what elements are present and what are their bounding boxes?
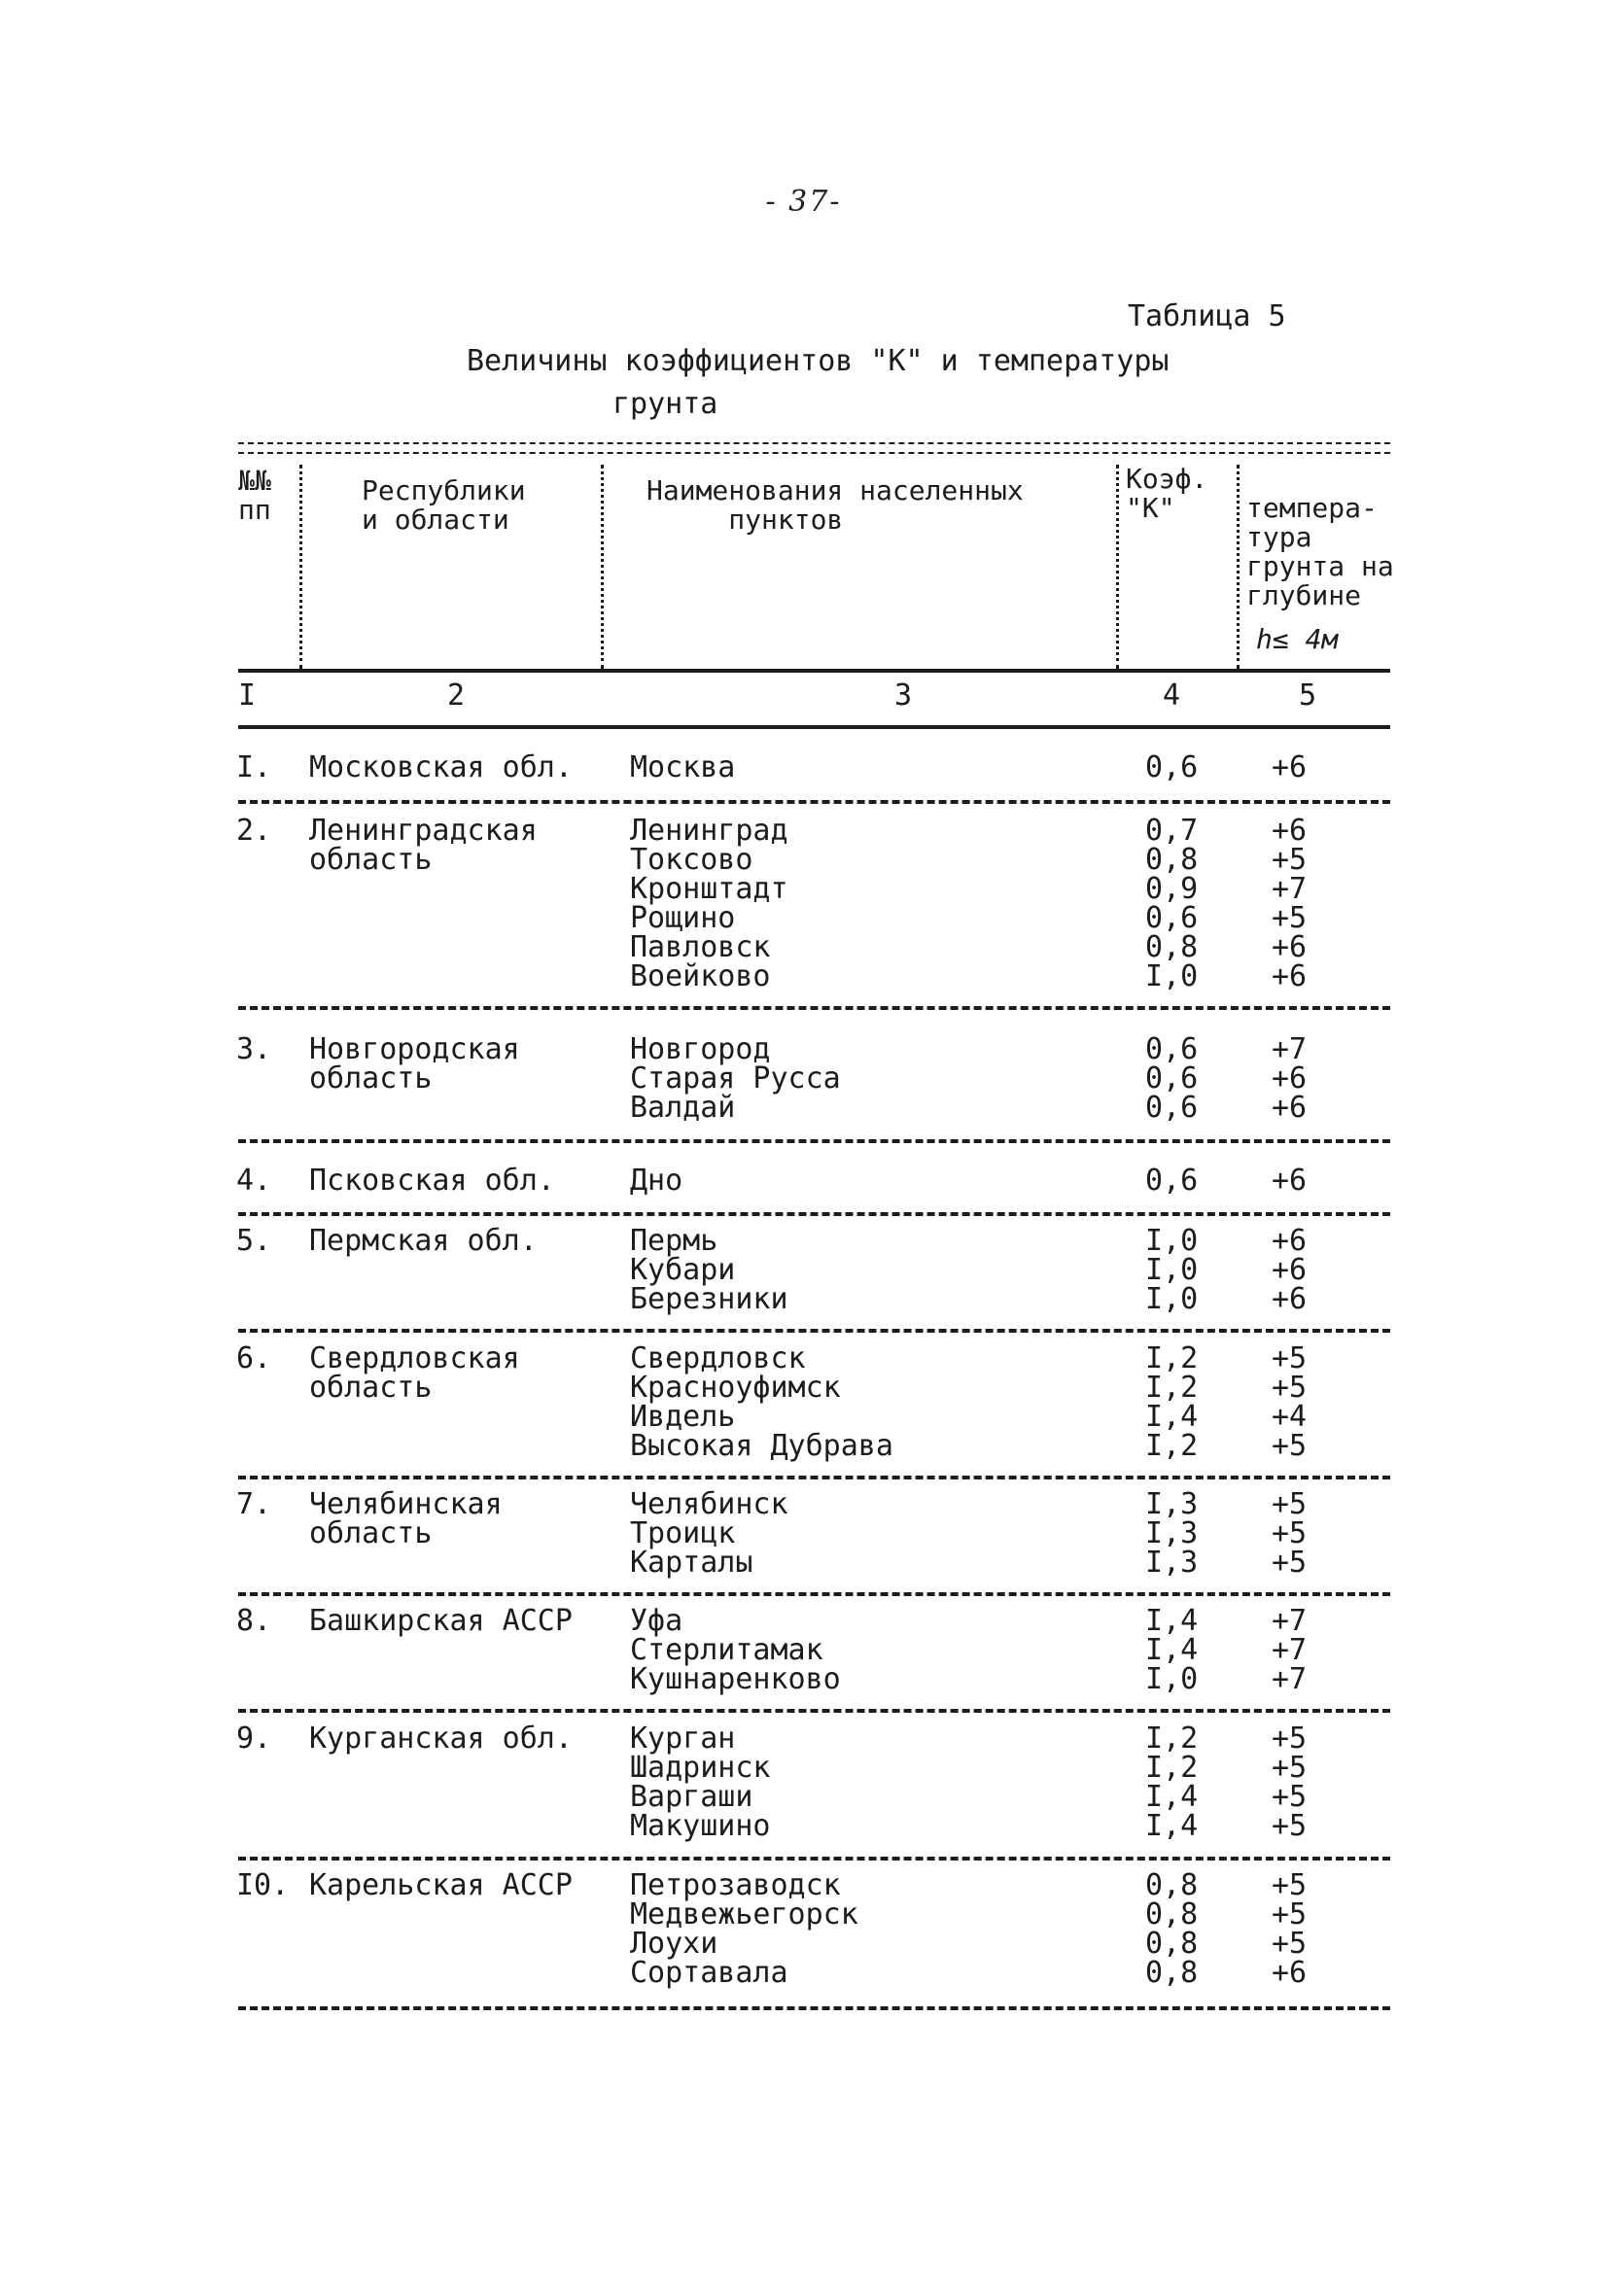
header-bottom-rule [238, 669, 1390, 673]
row-number: 5. [236, 1224, 272, 1258]
temperature-value: +6 [1272, 1164, 1308, 1198]
coef-value: 0,8 [1145, 1956, 1199, 1990]
coef-cell [1145, 1166, 1233, 1196]
coef-value: 0,7 [1145, 814, 1199, 848]
coef-value: I,3 [1145, 1487, 1199, 1521]
column-number-2: 2 [447, 678, 466, 713]
coef-cell [1145, 1032, 1233, 1125]
table-bottom-rule [238, 2006, 1390, 2010]
point-name: Курган [630, 1722, 736, 1756]
region-line: Московская обл. [309, 750, 573, 784]
point-name: Красноуфимск [630, 1371, 841, 1405]
header-separator-1 [299, 465, 302, 669]
coef-value: I,4 [1145, 1780, 1199, 1814]
region-cell [309, 1868, 601, 1902]
row-number: 8. [236, 1604, 272, 1638]
coef-value: I,0 [1145, 1662, 1199, 1696]
region-line: область [309, 1371, 433, 1405]
region-cell [309, 814, 601, 877]
column-number-3: 3 [894, 678, 913, 713]
point-name: Токсово [630, 843, 753, 877]
temperature-value: +5 [1272, 1751, 1308, 1785]
region-cell [309, 1724, 601, 1754]
point-name: Москва [630, 750, 736, 784]
temperature-value: +7 [1272, 1633, 1308, 1667]
coef-value: I,4 [1145, 1604, 1199, 1638]
coef-cell [1145, 1487, 1233, 1580]
temperature-value: +5 [1272, 1487, 1308, 1521]
region-line: Башкирская АССР [309, 1604, 573, 1638]
header-col-temperature: темпера- тура грунта на глубине [1246, 492, 1394, 611]
coef-value: 0,8 [1145, 1927, 1199, 1961]
coef-value: I,4 [1145, 1400, 1199, 1434]
point-name: Варгаши [630, 1780, 753, 1814]
points-cell [630, 1868, 1116, 1990]
temperature-value: +4 [1272, 1400, 1308, 1434]
caption-line-1: Величины коэффициентов "К" и температуры [467, 344, 1170, 378]
point-name: Кубари [630, 1253, 736, 1287]
region-line: область [309, 1061, 433, 1096]
temperature-value: +6 [1272, 1061, 1308, 1096]
temperature-value: +5 [1272, 1371, 1308, 1405]
header-col-number: №№ пп [238, 465, 271, 526]
coef-value: 0,6 [1145, 901, 1199, 935]
point-name: Стерлитамак [630, 1633, 823, 1667]
point-name: Медвежьегорск [630, 1897, 858, 1931]
point-name: Пермь [630, 1224, 718, 1258]
temperature-value: +6 [1272, 959, 1308, 993]
point-name: Макушино [630, 1809, 771, 1843]
header-top-double-rule [238, 442, 1390, 454]
temperature-cell [1272, 1341, 1359, 1463]
row-number: 2. [236, 814, 272, 848]
point-name: Валдай [630, 1091, 736, 1125]
temperature-value: +5 [1272, 1780, 1308, 1814]
row-separator [238, 1006, 1390, 1010]
coef-value: I,2 [1145, 1371, 1199, 1405]
points-cell [630, 1487, 1116, 1580]
row-number: I0. [236, 1868, 290, 1902]
row-separator [238, 1592, 1390, 1596]
point-name: Березники [630, 1282, 788, 1316]
region-cell [309, 1604, 601, 1638]
row-number: 9. [236, 1722, 272, 1756]
temperature-value: +6 [1272, 750, 1308, 784]
header-col-coef: Коэф. "К" [1126, 463, 1208, 524]
point-name: Троицк [630, 1516, 736, 1550]
region-cell [309, 750, 601, 784]
point-name: Уфа [630, 1604, 683, 1638]
row-number: 6. [236, 1341, 272, 1375]
region-line: Псковская обл. [309, 1164, 555, 1198]
coef-value: 0,9 [1145, 872, 1199, 906]
temperature-value: +5 [1272, 1897, 1308, 1931]
coef-value: 0,6 [1145, 1091, 1199, 1125]
temperature-value: +6 [1272, 1253, 1308, 1287]
coef-value: 0,8 [1145, 930, 1199, 964]
coef-value: 0,6 [1145, 1061, 1199, 1096]
temperature-value: +6 [1272, 1091, 1308, 1125]
coef-cell [1145, 814, 1233, 993]
temperature-value: +5 [1272, 901, 1308, 935]
region-line: область [309, 1516, 433, 1550]
coef-value: 0,6 [1145, 1032, 1199, 1066]
temperature-value: +6 [1272, 1956, 1308, 1990]
page-number: - 37- [765, 185, 842, 219]
temperature-value: +6 [1272, 814, 1308, 848]
temperature-value: +5 [1272, 1546, 1308, 1580]
point-name: Воейково [630, 959, 771, 993]
row-separator [238, 1212, 1390, 1216]
region-line: Свердловская [309, 1341, 520, 1375]
temperature-value: +6 [1272, 930, 1308, 964]
points-cell [630, 1032, 1116, 1125]
point-name: Ленинград [630, 814, 788, 848]
point-name: Высокая Дубрава [630, 1429, 893, 1463]
row-separator [238, 1139, 1390, 1143]
coef-value: I,2 [1145, 1722, 1199, 1756]
coef-cell [1145, 1224, 1233, 1316]
coef-value: I,0 [1145, 1282, 1199, 1316]
temperature-value: +5 [1272, 1927, 1308, 1961]
header-separator-2 [601, 465, 604, 669]
temperature-cell [1272, 1724, 1359, 1841]
header-depth-formula: h≤ 4м [1256, 623, 1339, 655]
region-cell [309, 1224, 601, 1258]
points-cell [630, 750, 1116, 784]
point-name: Старая Русса [630, 1061, 841, 1096]
region-cell [309, 1341, 601, 1405]
temperature-value: +7 [1272, 872, 1308, 906]
region-cell [309, 1487, 601, 1550]
point-name: Новгород [630, 1032, 771, 1066]
point-name: Сортавала [630, 1956, 788, 1990]
coef-value: I,2 [1145, 1429, 1199, 1463]
points-cell [630, 1166, 1116, 1196]
coef-value: I,4 [1145, 1633, 1199, 1667]
coef-cell [1145, 1604, 1233, 1696]
point-name: Рощино [630, 901, 736, 935]
coef-cell [1145, 1868, 1233, 1990]
point-name: Кушнаренково [630, 1662, 841, 1696]
temperature-value: +7 [1272, 1032, 1308, 1066]
column-numbers-rule [238, 725, 1390, 729]
temperature-value: +5 [1272, 1722, 1308, 1756]
coef-value: 0,8 [1145, 1897, 1199, 1931]
points-cell [630, 1224, 1116, 1316]
temperature-value: +5 [1272, 1516, 1308, 1550]
coef-value: 0,8 [1145, 843, 1199, 877]
table-caption [467, 340, 1205, 426]
region-line: Ленинградская [309, 814, 538, 848]
temperature-value: +7 [1272, 1604, 1308, 1638]
coef-value: 0,6 [1145, 1164, 1199, 1198]
row-separator [238, 1709, 1390, 1713]
temperature-value: +6 [1272, 1224, 1308, 1258]
temperature-cell [1272, 750, 1359, 784]
point-name: Свердловск [630, 1341, 806, 1375]
coef-value: I,4 [1145, 1809, 1199, 1843]
caption-line-2: грунта [612, 387, 718, 421]
row-separator [238, 1857, 1390, 1861]
coef-cell [1145, 1724, 1233, 1841]
temperature-value: +6 [1272, 1282, 1308, 1316]
row-number: I. [236, 750, 272, 784]
point-name: Дно [630, 1164, 683, 1198]
point-name: Павловск [630, 930, 771, 964]
points-cell [630, 1604, 1116, 1696]
region-line: Карельская АССР [309, 1868, 573, 1902]
region-line: Пермская обл. [309, 1224, 538, 1258]
coef-value: I,3 [1145, 1516, 1199, 1550]
coef-value: I,0 [1145, 1224, 1199, 1258]
row-separator [238, 800, 1390, 804]
temperature-cell [1272, 1166, 1359, 1196]
temperature-cell [1272, 1487, 1359, 1580]
points-cell [630, 1341, 1116, 1463]
region-line: Челябинская [309, 1487, 503, 1521]
coef-value: I,3 [1145, 1546, 1199, 1580]
temperature-cell [1272, 1868, 1359, 1990]
coef-cell [1145, 1341, 1233, 1463]
region-line: Новгородская [309, 1032, 520, 1066]
row-number: 7. [236, 1487, 272, 1521]
row-separator [238, 1329, 1390, 1333]
temperature-value: +5 [1272, 1809, 1308, 1843]
coef-cell [1145, 750, 1233, 784]
temperature-value: +5 [1272, 1868, 1308, 1902]
point-name: Карталы [630, 1546, 753, 1580]
temperature-value: +5 [1272, 1341, 1308, 1375]
header-separator-3 [1116, 465, 1119, 669]
point-name: Челябинск [630, 1487, 788, 1521]
temperature-value: +7 [1272, 1662, 1308, 1696]
region-cell [309, 1166, 601, 1196]
point-name: Ивдель [630, 1400, 736, 1434]
table-label: Таблица 5 [1128, 299, 1286, 333]
coef-value: I,0 [1145, 959, 1199, 993]
column-number-1: I [238, 678, 257, 713]
row-number: 4. [236, 1164, 272, 1198]
point-name: Кронштадт [630, 872, 788, 906]
column-number-5: 5 [1299, 678, 1317, 713]
region-line: область [309, 843, 433, 877]
points-cell [630, 1724, 1116, 1841]
point-name: Шадринск [630, 1751, 771, 1785]
temperature-cell [1272, 1224, 1359, 1316]
row-number: 3. [236, 1032, 272, 1066]
temperature-cell [1272, 1604, 1359, 1696]
header-separator-4 [1237, 465, 1240, 669]
temperature-value: +5 [1272, 1429, 1308, 1463]
temperature-value: +5 [1272, 843, 1308, 877]
header-col-points: Наименования населенных пунктов [646, 474, 1024, 536]
temperature-cell [1272, 814, 1359, 993]
temperature-cell [1272, 1032, 1359, 1125]
coef-value: 0,8 [1145, 1868, 1199, 1902]
coef-value: 0,6 [1145, 750, 1199, 784]
points-cell [630, 814, 1116, 993]
row-separator [238, 1476, 1390, 1479]
column-number-4: 4 [1163, 678, 1181, 713]
region-line: Курганская обл. [309, 1722, 573, 1756]
header-col-region: Республики и области [362, 474, 526, 536]
point-name: Петрозаводск [630, 1868, 841, 1902]
coef-value: I,2 [1145, 1751, 1199, 1785]
region-cell [309, 1032, 601, 1096]
coef-value: I,0 [1145, 1253, 1199, 1287]
coef-value: I,2 [1145, 1341, 1199, 1375]
point-name: Лоухи [630, 1927, 718, 1961]
